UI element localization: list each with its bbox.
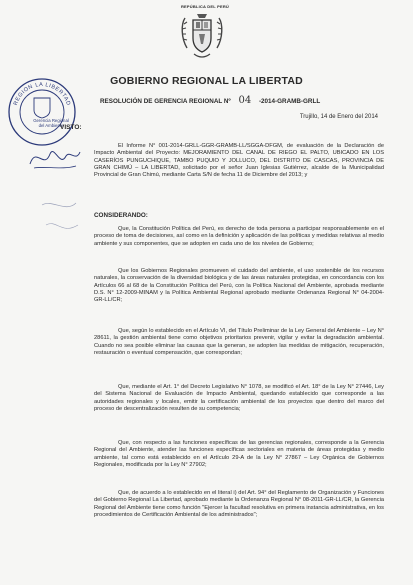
considerando-paragraph-6 — [94, 490, 384, 519]
considerando-paragraph-1 — [94, 226, 384, 248]
visto-text: El Informe N° 001-2014-GRLL-GGR-GRAMB-LL/SGGA-DFGM, de evaluación de la Declaración de Impacto Ambiental del Proyecto: MEJORAMIENTO DEL CANAL DE RIEGO EL PALTO, UBICADO EN LOS CASERÍOS PUNGUCHIQUE, TAMBO PUQUIO Y JOLLUCO, DEL DISTRITO DE CASCAS, PROVINCIA DE GRAN CHIMÚ – LA LIBERTAD, solicitado por el señor Juan Iglesias Gutiérrez, alcalde de la Municipalidad Provincial de Gran Chimú, mediante Carta S/N de fecha 11 de Diciembre del 2013; y — [94, 143, 384, 179]
stamp-ring-text: REGION LA LIBERTAD — [12, 81, 72, 107]
considerando-paragraph-2 — [94, 268, 384, 304]
paragraph-text: Que los Gobiernos Regionales promueven el cuidado del ambiente, el uso sostenible de los recursos naturales, la conservación de la diversidad biológica y de las áreas naturales protegidas, en concordancia con los Artículos 66 al 68 de la Constitución Política del Perú, con la Política Nacional del Ambiente, aprobada mediante D.S. N° 12-2009-MINAM y la Política Ambiental Regional aprobado mediante Ordenanza Regional N° 04-2004-GR-LL/CR; — [94, 268, 384, 304]
paragraph-text: Que, según lo establecido en el Artículo VI, del Título Preliminar de la Ley General del Ambiente – Ley N° 28611, la gestión ambiental tiene como objetivos prioritarios prevenir, vigilar y evitar la degradación ambiental. Cuando no sea posible eliminar las causas que la generan, se adopten las medidas de mitigación, recuperación, restauración o eventual compensación, que correspondan; — [94, 328, 384, 356]
paragraph-text: Que, mediante el Art. 1° del Decreto Legislativo N° 1078, se modificó el Art. 18° de la Ley N° 27446, Ley del Sistema Nacional de Evaluación de Impacto Ambiental, quedando establecido que corresponde a las autoridades regionales y locales, emitir la certificación ambiental de los proyectos que dentro del marco del proceso de descentralización resulten de su competencia; — [94, 384, 384, 412]
resolution-line — [100, 95, 320, 106]
gerencia-stamp-icon — [6, 76, 78, 148]
stamp-inner-text: Gerencia Regional del Ambiente — [33, 118, 69, 128]
resolution-number: 04 — [238, 95, 252, 106]
considerando-paragraph-5 — [94, 440, 384, 469]
visto-paragraph — [94, 143, 384, 179]
seal-caption: REPÚBLICA DEL PERÚ — [180, 4, 230, 9]
page-title: GOBIERNO REGIONAL LA LIBERTAD — [110, 75, 303, 87]
resolution-label: RESOLUCIÓN DE GERENCIA REGIONAL Nº — [100, 98, 231, 105]
signature-icon — [26, 140, 84, 174]
paragraph-text: Que, la Constitución Política del Perú, es derecho de toda persona a participar responsablemente en el proceso de toma de decisiones, así como en la definición y aplicación de las políticas y medidas relativas al medio ambiente y sus componentes, que se adopten en cada uno de los niveles de Gobierno; — [94, 226, 384, 247]
considerando-heading: CONSIDERANDO: — [94, 212, 148, 219]
resolution-suffix: -2014-GRAMB-GRLL — [258, 98, 321, 105]
margin-annotation-icon — [36, 195, 86, 255]
peru-coat-of-arms-icon — [179, 8, 225, 66]
paragraph-text: Que, de acuerdo a lo establecido en el literal i) del Art. 94° del Reglamento de Organización y Funciones del Gobierno Regional La Libertad, aprobado mediante la Ordenanza Regional N° 08-2011-GR-LL/CR, la Gerencia Regional del Ambiente tiene como función "Ejercer la facultad resolutiva en primera instancia administrativa, en los procedimientos de Certificación Ambiental de los administrados"; — [94, 490, 384, 518]
document-date: Trujillo, 14 de Enero del 2014 — [299, 114, 378, 120]
considerando-paragraph-3 — [94, 328, 384, 357]
considerando-paragraph-4 — [94, 384, 384, 413]
paragraph-text: Que, con respecto a las funciones específicas de las gerencias regionales, corresponde a la Gerencia Regional del Ambiente, atender las funciones específicas sectoriales en materia de áreas protegidas y medio ambiente, tal como está establecido en el Artículo 29-A de la Ley N° 27867 – Ley Orgánica de Gobiernos Regionales, modificada por la Ley N° 27902; — [94, 440, 384, 468]
visto-heading: VISTO: — [60, 124, 82, 131]
